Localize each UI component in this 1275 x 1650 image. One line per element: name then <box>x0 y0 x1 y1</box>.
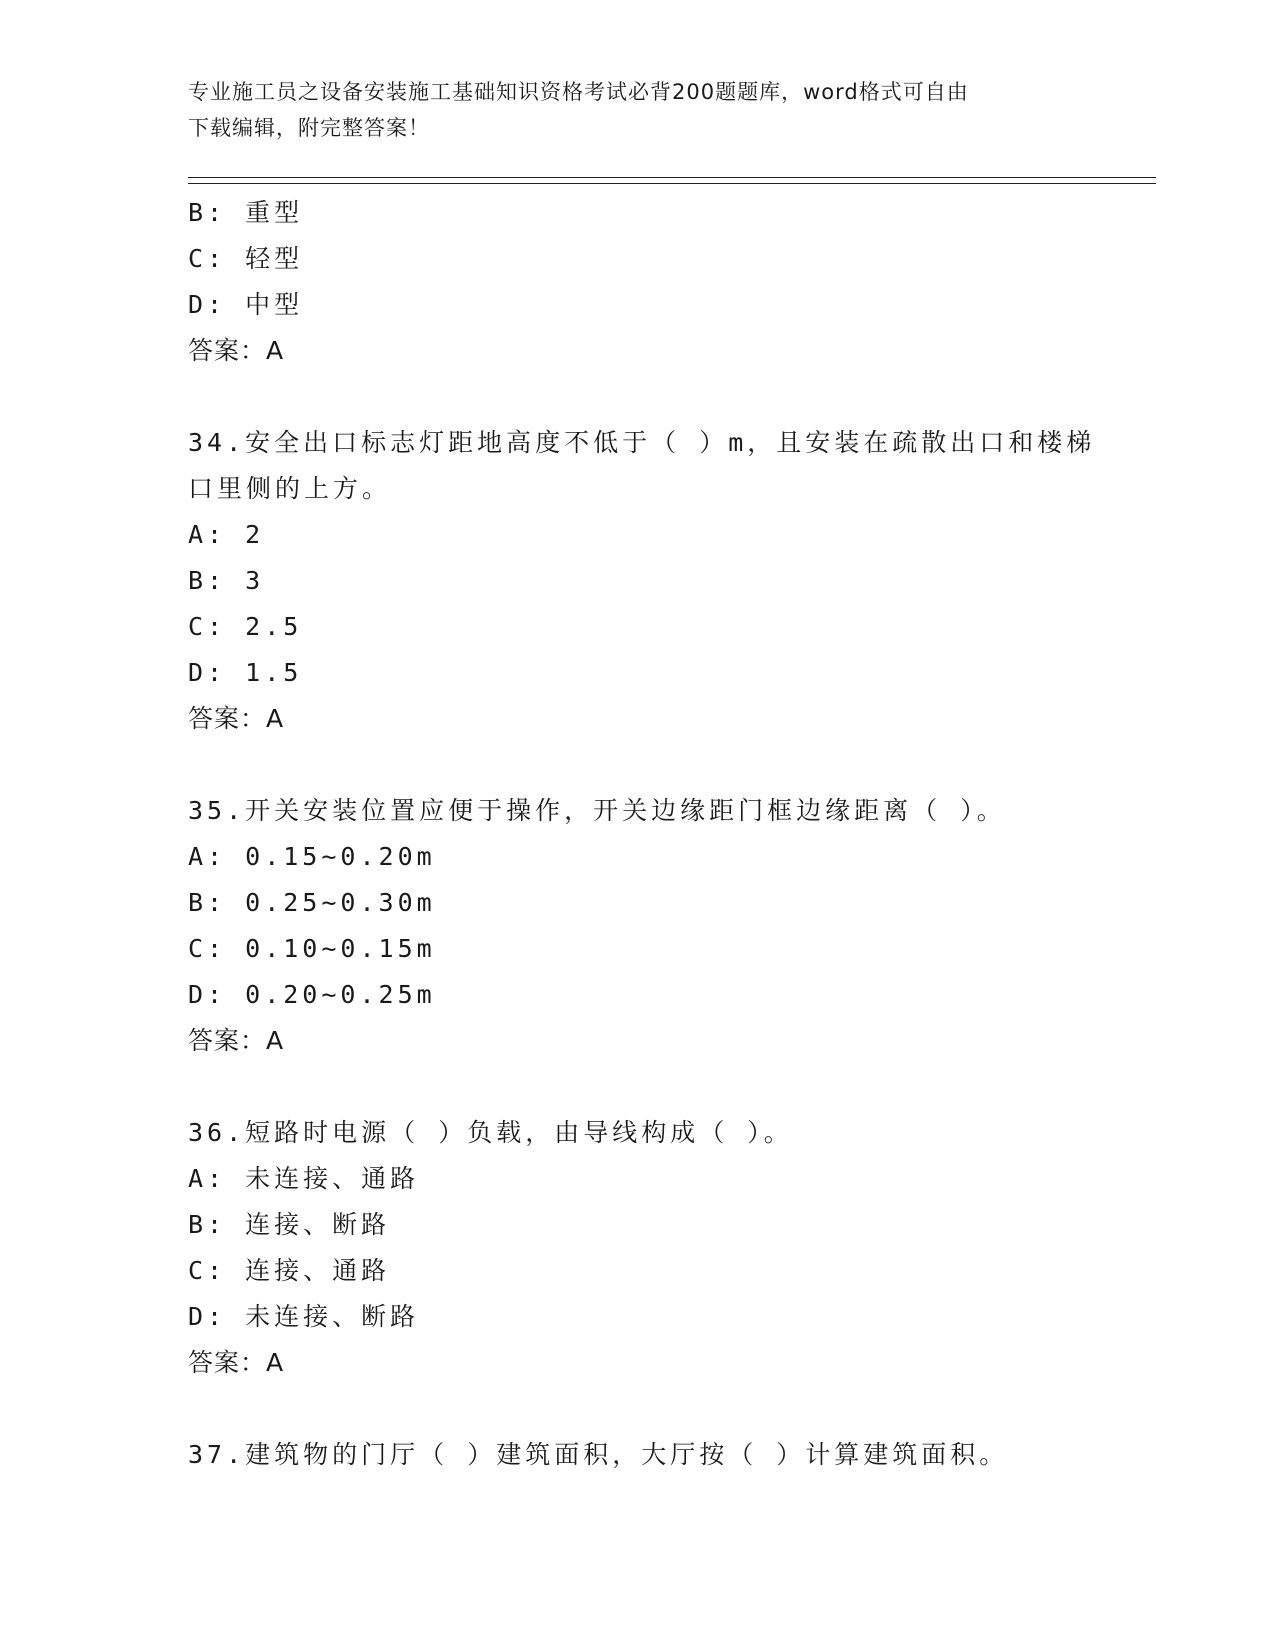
question-text-line-1: 34.安全出口标志灯距地高度不低于（ ）m，且安装在疏散出口和楼梯 <box>188 428 1096 457</box>
spacer <box>188 1386 1088 1432</box>
option-c: C: 2.5 <box>188 612 303 641</box>
header-line-2: 下载编辑，附完整答案！ <box>188 116 430 140</box>
spacer <box>188 1064 1088 1110</box>
answer: 答案：A <box>188 1026 285 1055</box>
spacer <box>188 742 1088 788</box>
header-line-1: 专业施工员之设备安装施工基础知识资格考试必背200题题库，word格式可自由 <box>188 80 969 104</box>
option-b: B: 3 <box>188 566 265 595</box>
document-header <box>188 74 1068 146</box>
spacer <box>188 374 1088 420</box>
question-text-line-2: 口里侧的上方。 <box>188 474 392 503</box>
header-divider-top <box>188 177 1156 178</box>
question-text-line-1: 35.开关安装位置应便于操作，开关边缘距门框边缘距离（ ）。 <box>188 796 1006 825</box>
option-c: C: 0.10~0.15m <box>188 934 436 963</box>
question-list <box>188 190 1096 1478</box>
option-d: D: 0.20~0.25m <box>188 980 436 1009</box>
header-divider-bottom <box>188 183 1156 184</box>
option-d: D: 未连接、断路 <box>188 1302 420 1331</box>
question-35 <box>188 788 1088 1064</box>
option-b: B: 0.25~0.30m <box>188 888 436 917</box>
option-c: C: 连接、通路 <box>188 1256 391 1285</box>
option-b: B: 连接、断路 <box>188 1210 391 1239</box>
question-36 <box>188 1110 1088 1386</box>
option-a: A: 2 <box>188 520 265 549</box>
option-c: C: 轻型 <box>188 244 304 273</box>
answer: 答案：A <box>188 704 285 733</box>
question-37 <box>188 1432 1088 1478</box>
question-33-tail <box>188 190 1088 374</box>
option-b: B: 重型 <box>188 198 304 227</box>
option-a: A: 0.15~0.20m <box>188 842 436 871</box>
question-text-line-1: 36.短路时电源（ ）负载，由导线构成（ ）。 <box>188 1118 793 1147</box>
answer: 答案：A <box>188 1348 285 1377</box>
question-text-line-1: 37.建筑物的门厅（ ）建筑面积，大厅按（ ）计算建筑面积。 <box>188 1440 1009 1469</box>
option-d: D: 1.5 <box>188 658 303 687</box>
question-34 <box>188 420 1096 742</box>
option-a: A: 未连接、通路 <box>188 1164 420 1193</box>
option-d: D: 中型 <box>188 290 304 319</box>
answer: 答案：A <box>188 336 285 365</box>
